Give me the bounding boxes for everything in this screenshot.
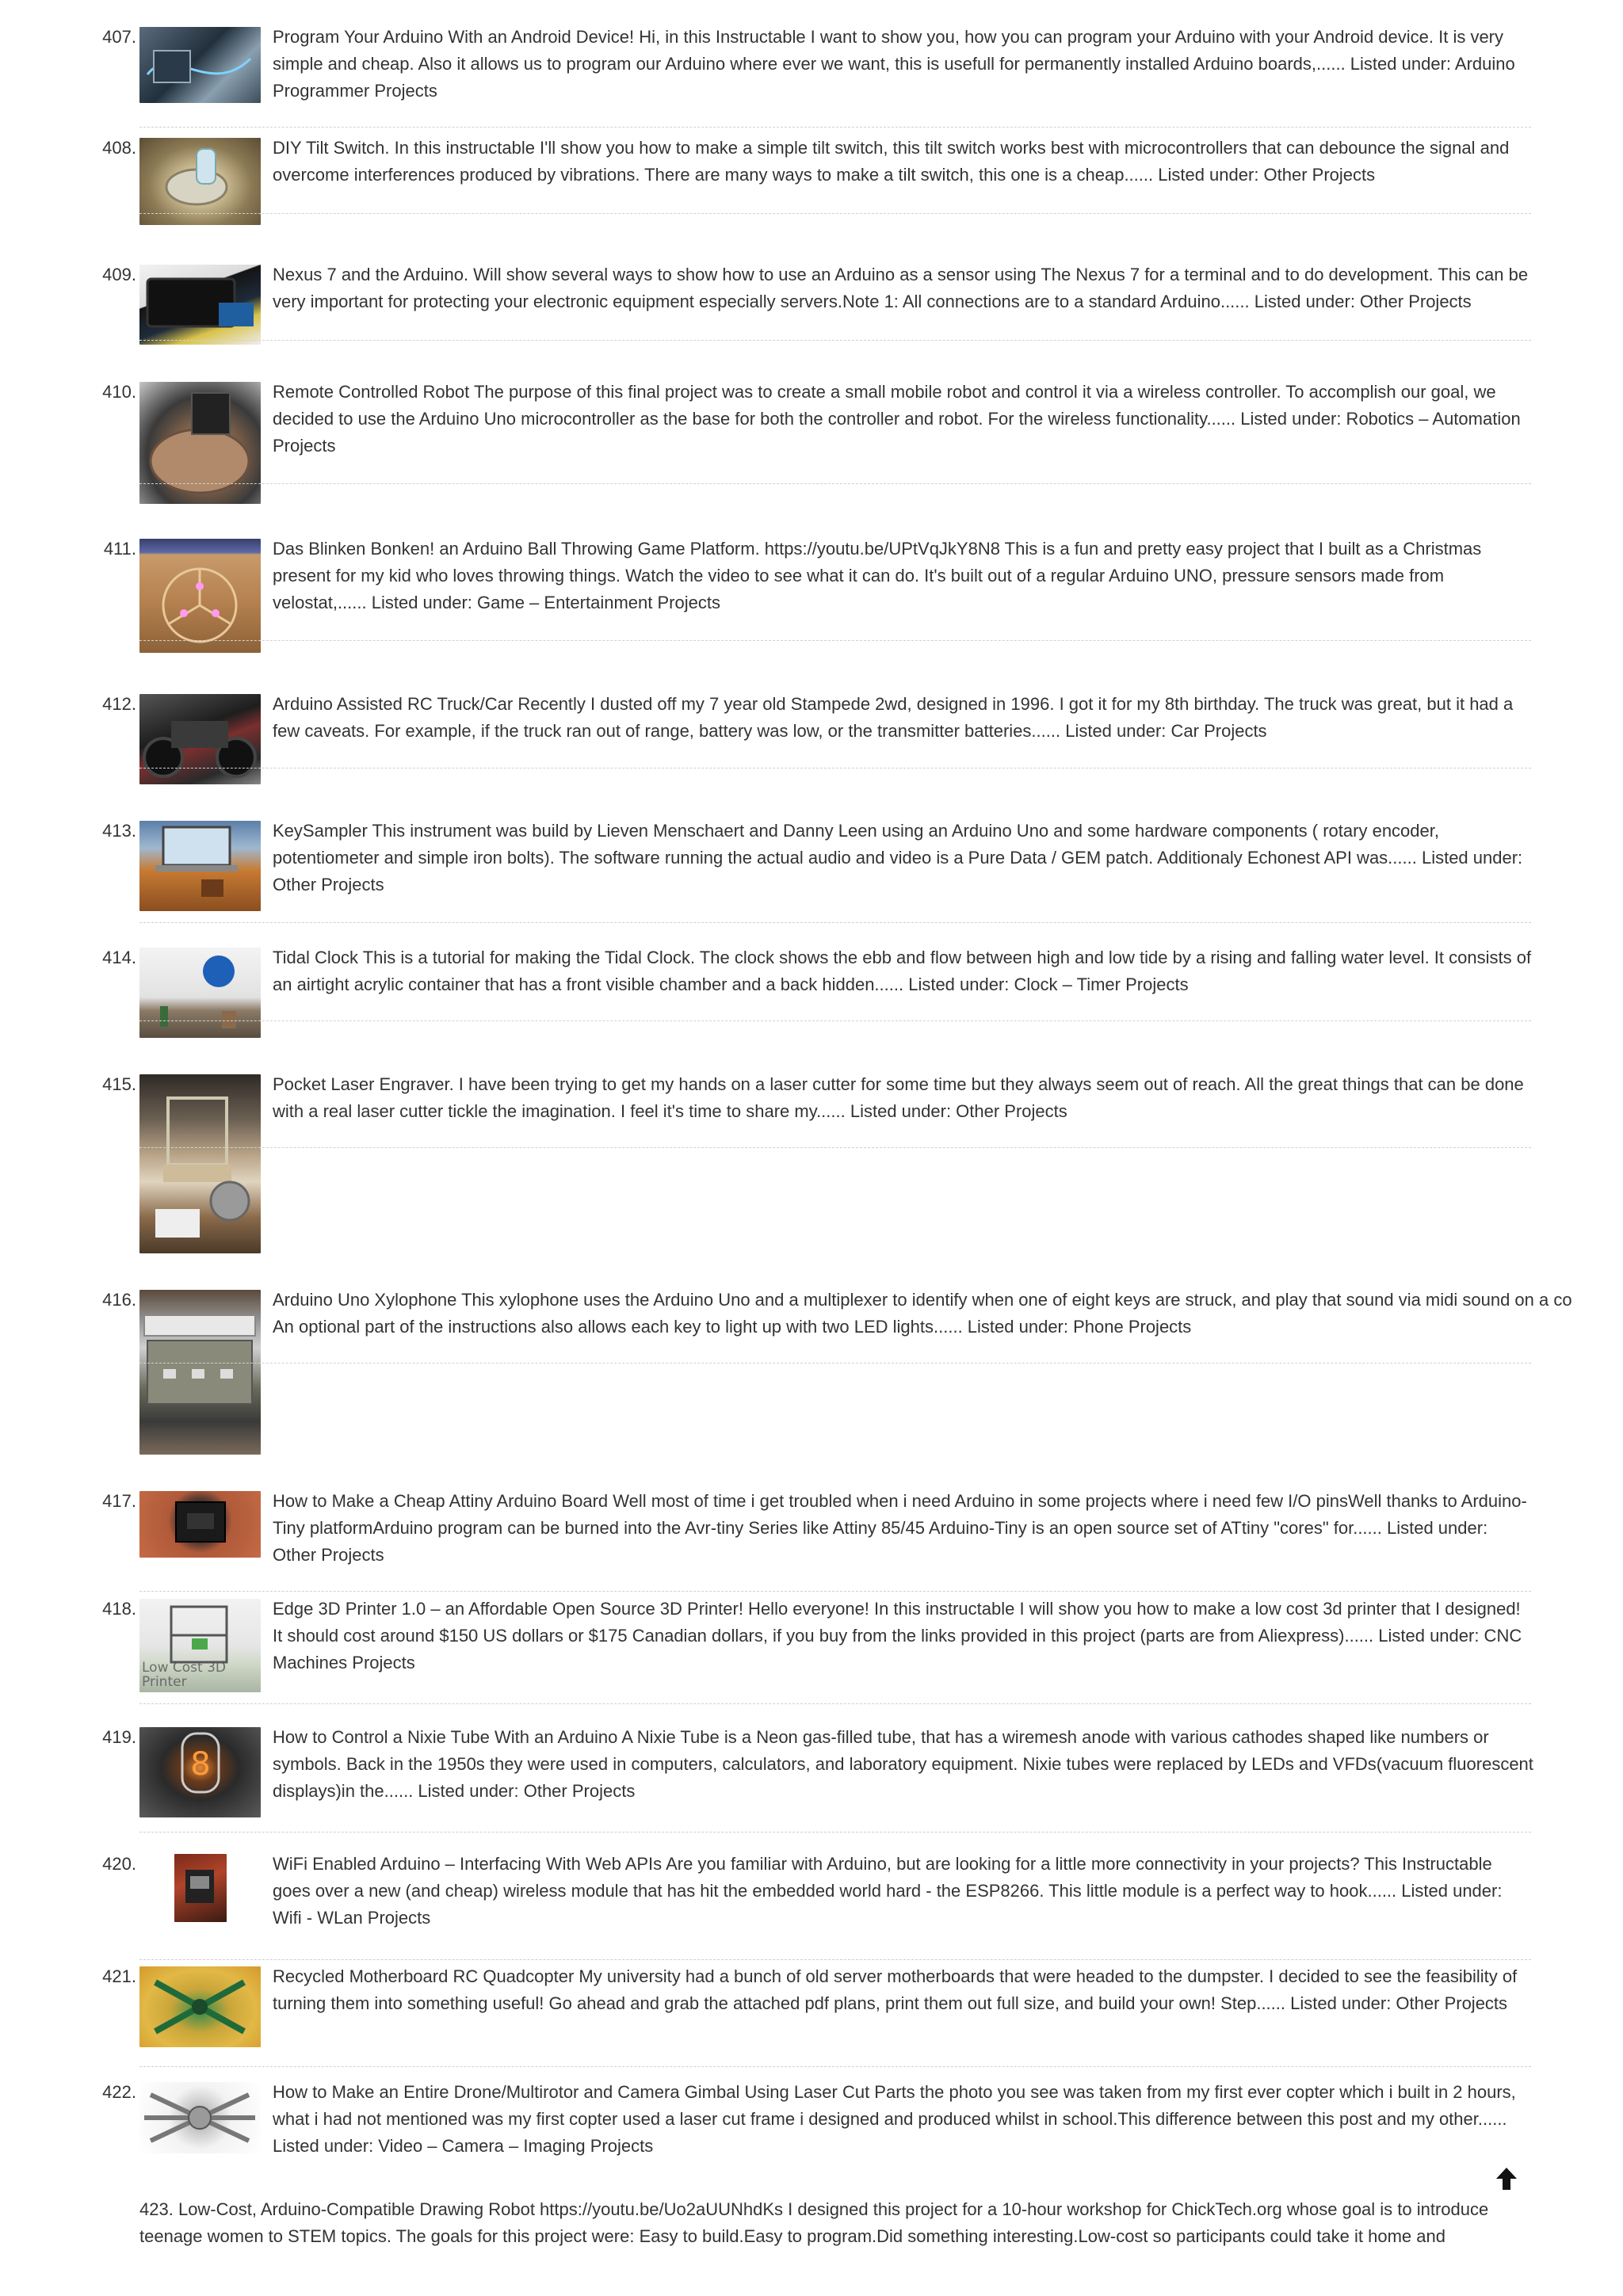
item-number: 415.: [102, 1074, 136, 1094]
nixie-tube-graphic: [139, 1727, 261, 1817]
item-number: 418.: [102, 1599, 136, 1619]
item-thumbnail[interactable]: [139, 948, 261, 1038]
game-board-graphic: [139, 539, 261, 653]
separator: [139, 127, 1531, 128]
item-thumbnail[interactable]: [139, 539, 261, 653]
item-number: 408.: [102, 138, 136, 158]
item-number: 412.: [102, 694, 136, 714]
separator: [139, 1020, 1531, 1021]
tidal-clock-graphic: [139, 948, 261, 1038]
separator: [139, 640, 1531, 641]
item-description[interactable]: DIY Tilt Switch. In this instructable I'll show you how to make a simple tilt switch, this tilt switch works best with microcontrollers that can debounce the signal and overcome interferences produced by vibrations. There are many ways to make a tilt switch, this one is a cheap...... Listed under: Other Projects: [273, 138, 1510, 185]
item-thumbnail[interactable]: [139, 1966, 261, 2047]
item-number: 414.: [102, 948, 136, 967]
item-description[interactable]: Arduino Assisted RC Truck/Car Recently I dusted off my 7 year old Stampede 2wd, designed in 1996. I got it for my 8th birthday. The truck was great, but it had a few caveats. For example, if the truck ran out of range, battery was low, or the transmitter batteries...... Listed under: Car Projects: [273, 694, 1514, 741]
item-thumbnail[interactable]: [139, 1491, 261, 1558]
item-thumbnail[interactable]: [139, 138, 261, 225]
separator: [139, 922, 1531, 923]
item-number: 413.: [102, 821, 136, 841]
item-description-line-2: An optional part of the instructions also allows each key to light up with two LED lights...... Listed under: Phone Projects: [273, 1317, 1192, 1337]
item-description[interactable]: Recycled Motherboard RC Quadcopter My university had a bunch of old server motherboards that were headed to the dumpster. I decided to see the feasibility of turning them into something useful! Go ahead and grab the attached pdf plans, print them out full size, and build your own! Step...... Listed under: Other Projects: [273, 1966, 1518, 2013]
laptop-graphic: [139, 821, 261, 911]
item-number: 411.: [103, 539, 136, 559]
tilt-switch-graphic: [139, 138, 261, 225]
nixie-digit: 8: [190, 1746, 211, 1783]
separator: [139, 1959, 1531, 1960]
item-thumbnail[interactable]: [139, 382, 261, 504]
item-thumbnail[interactable]: [139, 821, 261, 911]
separator: [139, 768, 1531, 769]
item-number: 423.: [139, 2199, 174, 2219]
item-number: 407.: [102, 27, 136, 47]
item-description[interactable]: Tidal Clock This is a tutorial for making the Tidal Clock. The clock shows the ebb and flow between high and low tide by a rising and falling water level. It consists of an airtight acrylic container that has a front visible chamber and a back hidden...... Listed under: Clock – Timer Projects: [273, 948, 1532, 994]
separator: [139, 483, 1531, 484]
xylophone-graphic: [139, 1290, 261, 1455]
back-to-top-button[interactable]: [1496, 2168, 1517, 2190]
item-description[interactable]: How to Make an Entire Drone/Multirotor and Camera Gimbal Using Laser Cut Parts the photo you see was taken from my first ever copter which i built in 2 hours, what i had not mentioned was my first copter used a laser cut frame i designed and produced whilst in school.This difference between this post and my other...... Listed under: Video – Camera – Imaging Projects: [273, 2082, 1516, 2156]
item-number: 422.: [102, 2082, 136, 2102]
item-thumbnail[interactable]: [139, 694, 261, 784]
item-number: 409.: [102, 265, 136, 284]
item-description[interactable]: Das Blinken Bonken! an Arduino Ball Throwing Game Platform. https://youtu.be/UPtVqJkY8N8 This is a fun and pretty easy project that I built as a Christmas present for my kid who loves throwing things. Watch the video to see what it can do. It's built out of a regular Arduino UNO, pressure sensors made from velostat,...... Listed under: Game – Entertainment Projects: [273, 539, 1482, 612]
item-description[interactable]: KeySampler This instrument was build by Lieven Menschaert and Danny Leen using an Arduino Uno and some hardware components ( rotary encoder, potentiometer and simple iron bolts). The software running the actual audio and video is a Pure Data / GEM patch. Additionaly Echonest API was...... Listed under: Other Projects: [273, 821, 1523, 894]
esp8266-graphic: [174, 1854, 227, 1922]
item-thumbnail[interactable]: [139, 1074, 261, 1253]
quadcopter-graphic: [139, 1966, 261, 2047]
item-thumbnail[interactable]: [139, 27, 261, 103]
item-description[interactable]: Program Your Arduino With an Android Device! Hi, in this Instructable I want to show you, how you can program your Arduino with your Android device. It is very simple and cheap. Also it allows us to program our Arduino where ever we want, this is usefull for permanently installed Arduino boards,...... Listed under: Arduino Programmer Projects: [273, 27, 1515, 101]
item-description[interactable]: [139, 2196, 1531, 2250]
separator: [139, 1832, 1531, 1833]
item-number: 419.: [102, 1727, 136, 1747]
item-thumbnail[interactable]: [139, 1599, 261, 1692]
item-number: 421.: [102, 1966, 136, 1986]
cable-graphic: [139, 27, 261, 103]
item-thumbnail[interactable]: [174, 1854, 227, 1922]
item-description[interactable]: Edge 3D Printer 1.0 – an Affordable Open Source 3D Printer! Hello everyone! In this instructable I will show you how to make a low cost 3d printer that I designed! It should cost around $150 US dollars or $175 Canadian dollars, if you buy from the links provided in this project (parts are from Aliexpress)...... Listed under: CNC Machines Projects: [273, 1599, 1522, 1672]
separator: [139, 213, 1531, 214]
thumbnail-caption: Low Cost 3D Printer: [142, 1660, 226, 1690]
separator: [139, 2066, 1531, 2067]
item-description-line-1: Arduino Uno Xylophone This xylophone uses the Arduino Uno and a multiplexer to identify when one of eight keys are struck, and play that sound via midi sound on a co: [273, 1290, 1572, 1310]
item-number: 417.: [102, 1491, 136, 1511]
separator: [139, 1703, 1531, 1704]
tablet-graphic: [139, 265, 261, 345]
robot-graphic: [139, 382, 261, 504]
item-description[interactable]: How to Control a Nixie Tube With an Arduino A Nixie Tube is a Neon gas-filled tube, that has a wiremesh anode with various cathodes shaped like numbers or symbols. Back in the 1950s they were used in computers, calculators, and laboratory equipment. Nixie tubes were replaced by LEDs and VFDs(vacuum fluorescent displays)in the...... Listed under: Other Projects: [273, 1727, 1533, 1801]
item-description[interactable]: WiFi Enabled Arduino – Interfacing With Web APIs Are you familiar with Arduino, but are looking for a little more connectivity in your projects? This Instructable goes over a new (and cheap) wireless module that has hit the embedded world hard - the ESP8266. This little module is a perfect way to hook...... Listed under: Wifi - WLan Projects: [273, 1854, 1503, 1928]
attiny-board-graphic: [139, 1491, 261, 1558]
item-text: Low-Cost, Arduino-Compatible Drawing Robot https://youtu.be/Uo2aUUNhdKs I designed this project for a 10-hour workshop for ChickTech.org whose goal is to introduce teenage women to STEM topics. The goals for this project were: Easy to build.Easy to program.Did something interesting.Low-cost so participants could take it home and: [139, 2199, 1489, 2246]
separator: [139, 1591, 1531, 1592]
item-description[interactable]: [273, 1287, 1623, 1341]
drone-frame-graphic: [139, 2082, 261, 2153]
item-description[interactable]: How to Make a Cheap Attiny Arduino Board Well most of time i get troubled when i need Arduino in some projects where i need few I/O pinsWell thanks to Arduino-Tiny platformArduino program can be burned into the Avr-tiny Series like Attiny 85/45 Arduino-Tiny is an open source set of ATtiny "cores" for...... Listed under: Other Projects: [273, 1491, 1527, 1565]
item-number: 420.: [102, 1854, 136, 1874]
separator: [139, 1147, 1531, 1148]
arrow-up-icon: [1496, 2168, 1517, 2190]
item-number: 416.: [102, 1290, 136, 1310]
rc-truck-graphic: [139, 694, 261, 784]
item-number: 410.: [102, 382, 136, 402]
separator: [139, 340, 1531, 341]
item-thumbnail[interactable]: [139, 2082, 261, 2153]
item-description[interactable]: Nexus 7 and the Arduino. Will show several ways to show how to use an Arduino as a sensor using The Nexus 7 for a terminal and to do development. This can be very important for protecting your electronic equipment especially servers.Note 1: All connections are to a standard Arduino...... Listed under: Other Projects: [273, 265, 1529, 311]
laser-engraver-graphic: [139, 1074, 261, 1253]
item-thumbnail[interactable]: [139, 265, 261, 345]
item-description[interactable]: Pocket Laser Engraver. I have been trying to get my hands on a laser cutter for some time but they always seem out of reach. All the great things that can be done with a real laser cutter tickle the imagination. I feel it's time to share my...... Listed under: Other Projects: [273, 1074, 1524, 1121]
item-thumbnail[interactable]: [139, 1727, 261, 1817]
item-description[interactable]: Remote Controlled Robot The purpose of this final project was to create a small mobile robot and control it via a wireless controller. To accomplish our goal, we decided to use the Arduino Uno microcontroller as the base for both the controller and robot. For the wireless functionality...... Listed under: Robotics – Automation Projects: [273, 382, 1521, 456]
item-thumbnail[interactable]: [139, 1290, 261, 1455]
